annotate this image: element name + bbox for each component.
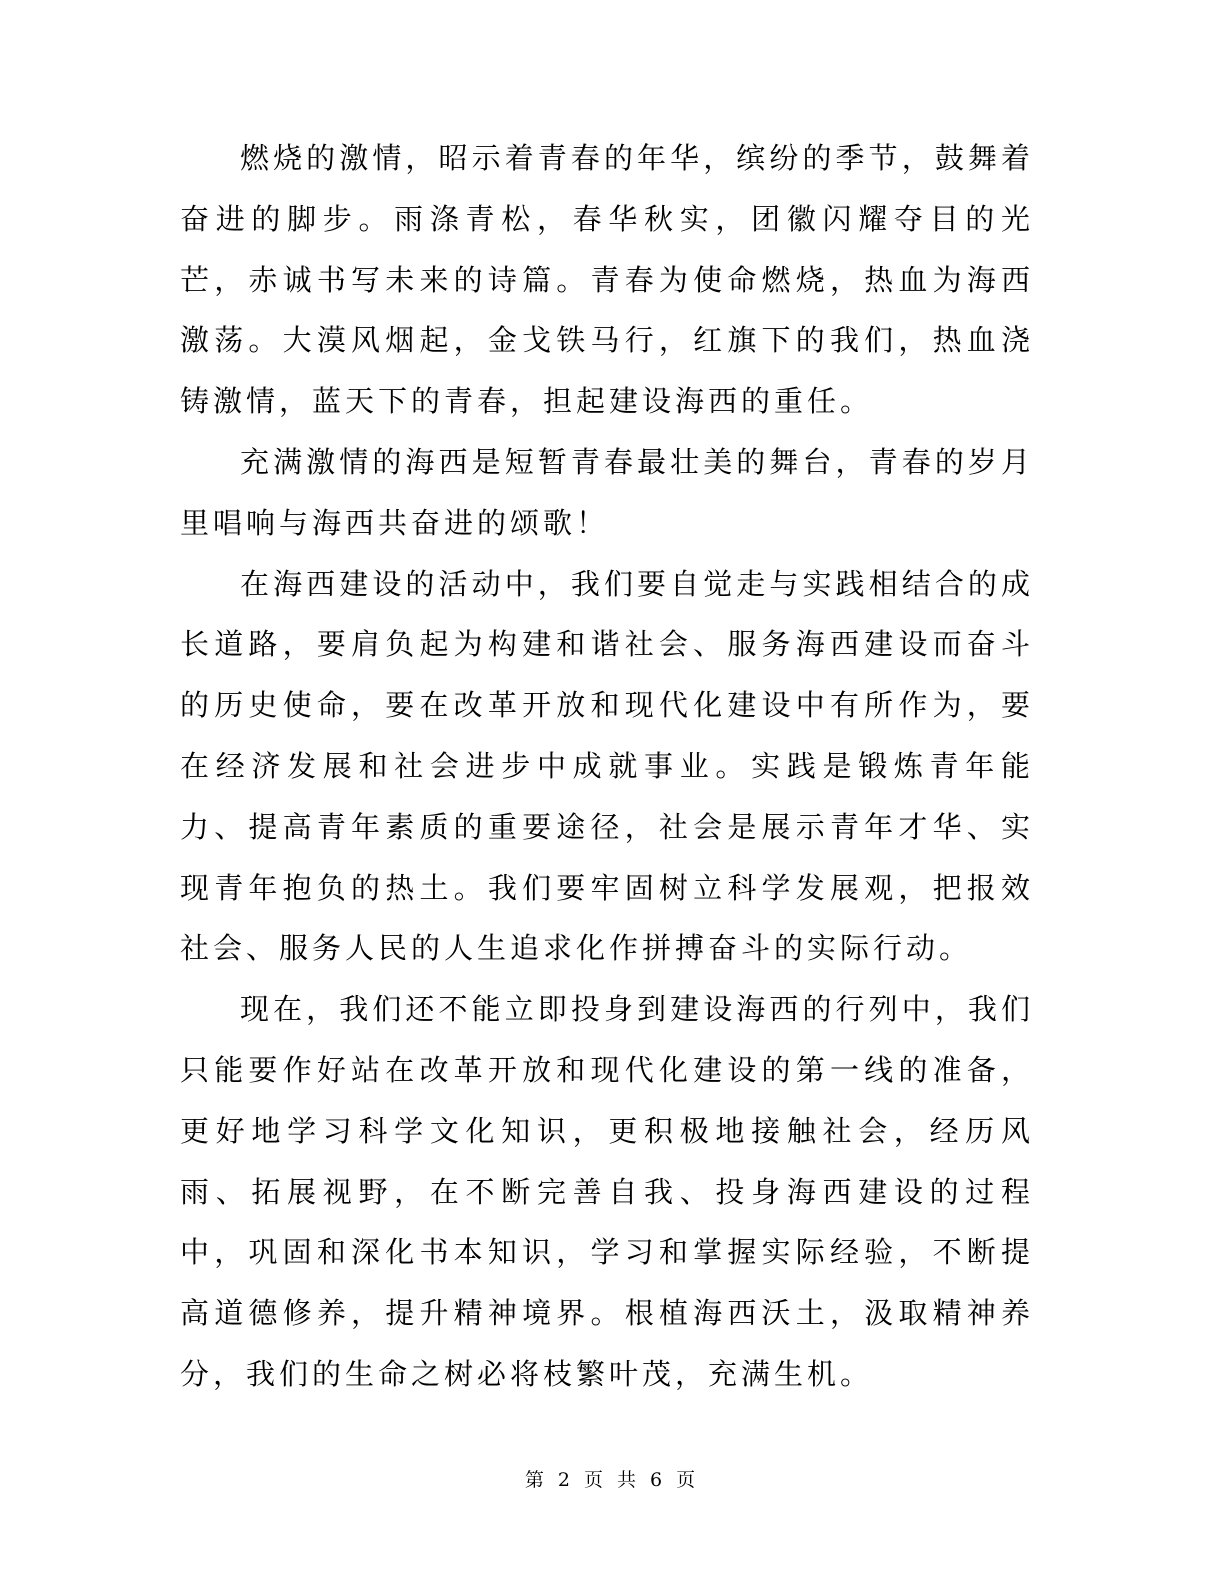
paragraph-3: 在海西建设的活动中，我们要自觉走与实践相结合的成长道路，要肩负起为构建和谐社会、服务海西建设而奋斗的历史使命，要在改革开放和现代化建设中有所作为，要在经济发展和社会进步中成就事业。实践是锻炼青年能力、提高青年素质的重要途径，社会是展示青年才华、实现青年抱负的热土。我们要牢固树立科学发展观，把报效社会、服务人民的人生追求化作拼搏奋斗的实际行动。 — [180, 566, 1034, 966]
paragraph-1: 燃烧的激情，昭示着青春的年华，缤纷的季节，鼓舞着奋进的脚步。雨涤青松，春华秋实，团徽闪耀夺目的光芒，赤诚书写未来的诗篇。青春为使命燃烧，热血为海西激荡。大漠风烟起，金戈铁马行，红旗下的我们，热血浇铸激情，蓝天下的青春，担起建设海西的重任。 — [180, 141, 1034, 419]
paragraph-4: 现在，我们还不能立即投身到建设海西的行列中，我们只能要作好站在改革开放和现代化建设的第一线的准备，更好地学习科学文化知识，更积极地接触社会，经历风雨、拓展视野，在不断完善自我、投身海西建设的过程中，巩固和深化书本知识，学习和掌握实际经验，不断提高道德修养，提升精神境界。根植海西沃土，汲取精神养分，我们的生命之树必将枝繁叶茂，充满生机。 — [180, 992, 1034, 1391]
paragraph-2: 充满激情的海西是短暂青春最壮美的舞台，青春的岁月里唱响与海西共奋进的颂歌！ — [180, 444, 1034, 540]
page-number-footer: 第 2 页 共 6 页 — [524, 1469, 700, 1491]
document-body — [180, 128, 1034, 1405]
